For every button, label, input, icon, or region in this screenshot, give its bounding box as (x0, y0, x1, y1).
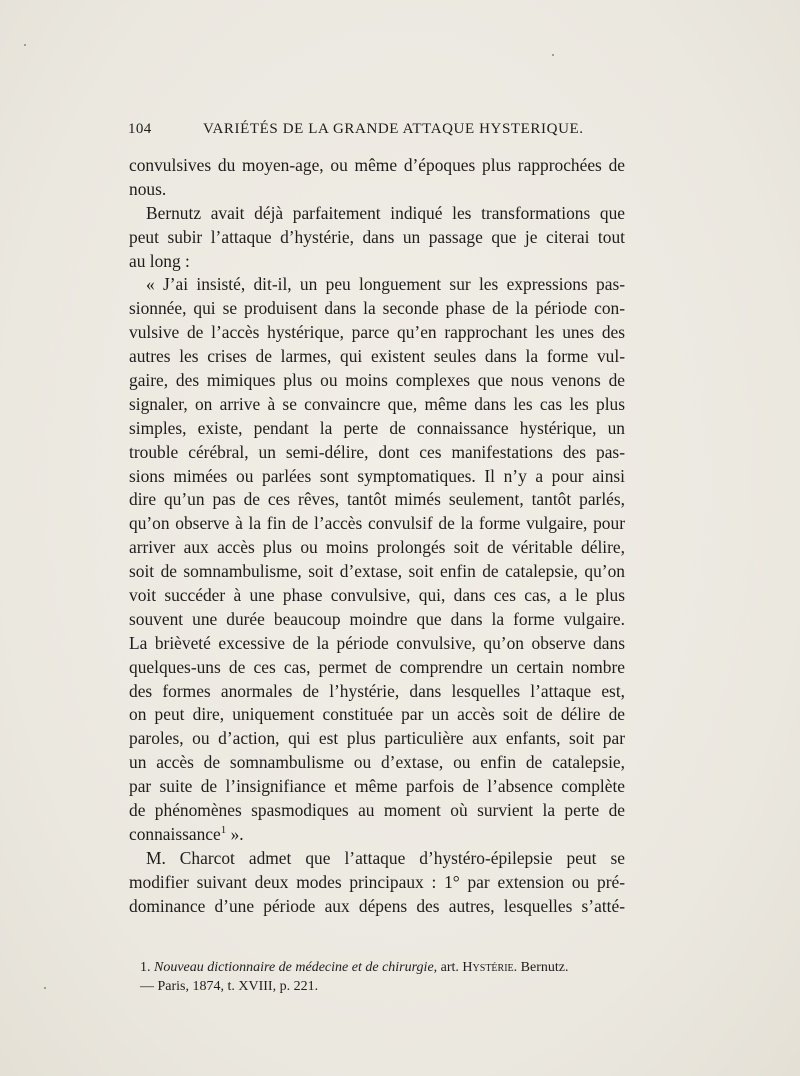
text-line: La brièveté excessive de la période convulsive, qu’on observe dans (129, 632, 625, 653)
text-line: sions mimées ou parlées sont symptomatiques. Il n’y a pour ainsi (129, 465, 625, 486)
footnote-title: Nouveau dictionnaire de médecine et de chirurgie, (154, 960, 438, 975)
text-line: des formes anormales de l’hystérie, dans lesquelles l’attaque est, (129, 680, 625, 701)
text-line: autres les crises de larmes, qui existent seules dans la forme vul- (129, 346, 625, 367)
footnote-reference: 1 (220, 824, 227, 837)
text-line: modifier suivant deux modes principaux : 1° par extension ou pré- (129, 871, 625, 892)
text-line: dire qu’un pas de ces rêves, tantôt mimés seulement, tantôt parlés, (129, 489, 625, 510)
text-line: simples, existe, pendant la perte de connaissance hystérique, un (129, 417, 625, 438)
closing-quote: ». (226, 823, 244, 844)
footnote-number: 1. (140, 960, 151, 975)
text-line: sionnée, qui se produisent dans la seconde phase de la période con- (129, 298, 625, 319)
text-line: soit de somnambulisme, soit d’extase, soit enfin de catalepsie, qu’on (129, 561, 625, 582)
text-line: gaire, des mimiques plus ou moins complexes que nous venons de (129, 370, 625, 391)
text-line-with-footnote (129, 823, 625, 847)
text-line: au long : (129, 250, 190, 271)
text-line: par suite de l’insignifiance et même parfois de l’absence complète (129, 776, 625, 797)
text-line: paroles, ou d’action, qui est plus particulière aux enfants, soit par (129, 728, 625, 749)
text-line: dominance d’une période aux dépens des autres, lesquelles s’atté- (129, 895, 625, 916)
footnote (140, 958, 626, 996)
text-line: « J’ai insisté, dit-il, un peu longuement sur les expressions pas- (146, 274, 625, 295)
footnote-entry: Hystérie. (462, 960, 518, 975)
text-line: voit succéder à une phase convulsive, qui, dans ces cas, a le plus (129, 585, 625, 606)
closing-text: connaissance (129, 823, 221, 844)
text-line: peut subir l’attaque d’hystérie, dans un passage que je citerai tout (129, 226, 625, 247)
text-line: signaler, on arrive à se convaincre que, même dans les cas les plus (129, 393, 625, 414)
text-line: on peut dire, uniquement constituée par un accès soit de délire de (129, 704, 625, 725)
text-line: arriver aux accès plus ou moins prolongés soit de véritable délire, (129, 537, 625, 558)
text-line: souvent une durée beaucoup moindre que dans la forme vulgaire. (129, 608, 625, 629)
text-line: M. Charcot admet que l’attaque d’hystéro-épilepsie peut se (146, 847, 625, 868)
text-line: Bernutz avait déjà parfaitement indiqué les transformations que (146, 202, 625, 223)
footnote-author: Bernutz. (520, 960, 569, 975)
running-title: VARIÉTÉS DE LA GRANDE ATTAQUE HYSTERIQUE. (203, 121, 584, 137)
text-line: trouble cérébral, un semi-délire, dont ces manifestations des pas- (129, 441, 625, 462)
text-line: un accès de somnambulisme ou d’extase, ou enfin de catalepsie, (129, 752, 625, 773)
text-line: vulsive de l’accès hystérique, parce qu’en rapprochant les unes des (129, 322, 625, 343)
text-line: nous. (129, 178, 167, 199)
text-line: qu’on observe à la fin de l’accès convulsif de la forme vulgaire, pour (129, 513, 625, 534)
text-line: convulsives du moyen-age, ou même d’époques plus rapprochées de (129, 155, 625, 175)
paper-speck (24, 44, 26, 46)
footnote-line-1 (140, 958, 626, 977)
page-number: 104 (128, 121, 152, 137)
running-header (128, 121, 628, 143)
paper-speck (552, 54, 554, 56)
footnote-line-2: — Paris, 1874, t. XVIII, p. 221. (140, 979, 319, 994)
paper-speck (44, 987, 46, 989)
text-line: quelques-uns de ces cas, permet de comprendre un certain nombre (129, 656, 625, 677)
footnote-art: art. (440, 960, 459, 975)
text-line: de phénomènes spasmodiques au moment où survient la perte de (129, 800, 625, 821)
body-text (129, 154, 625, 919)
